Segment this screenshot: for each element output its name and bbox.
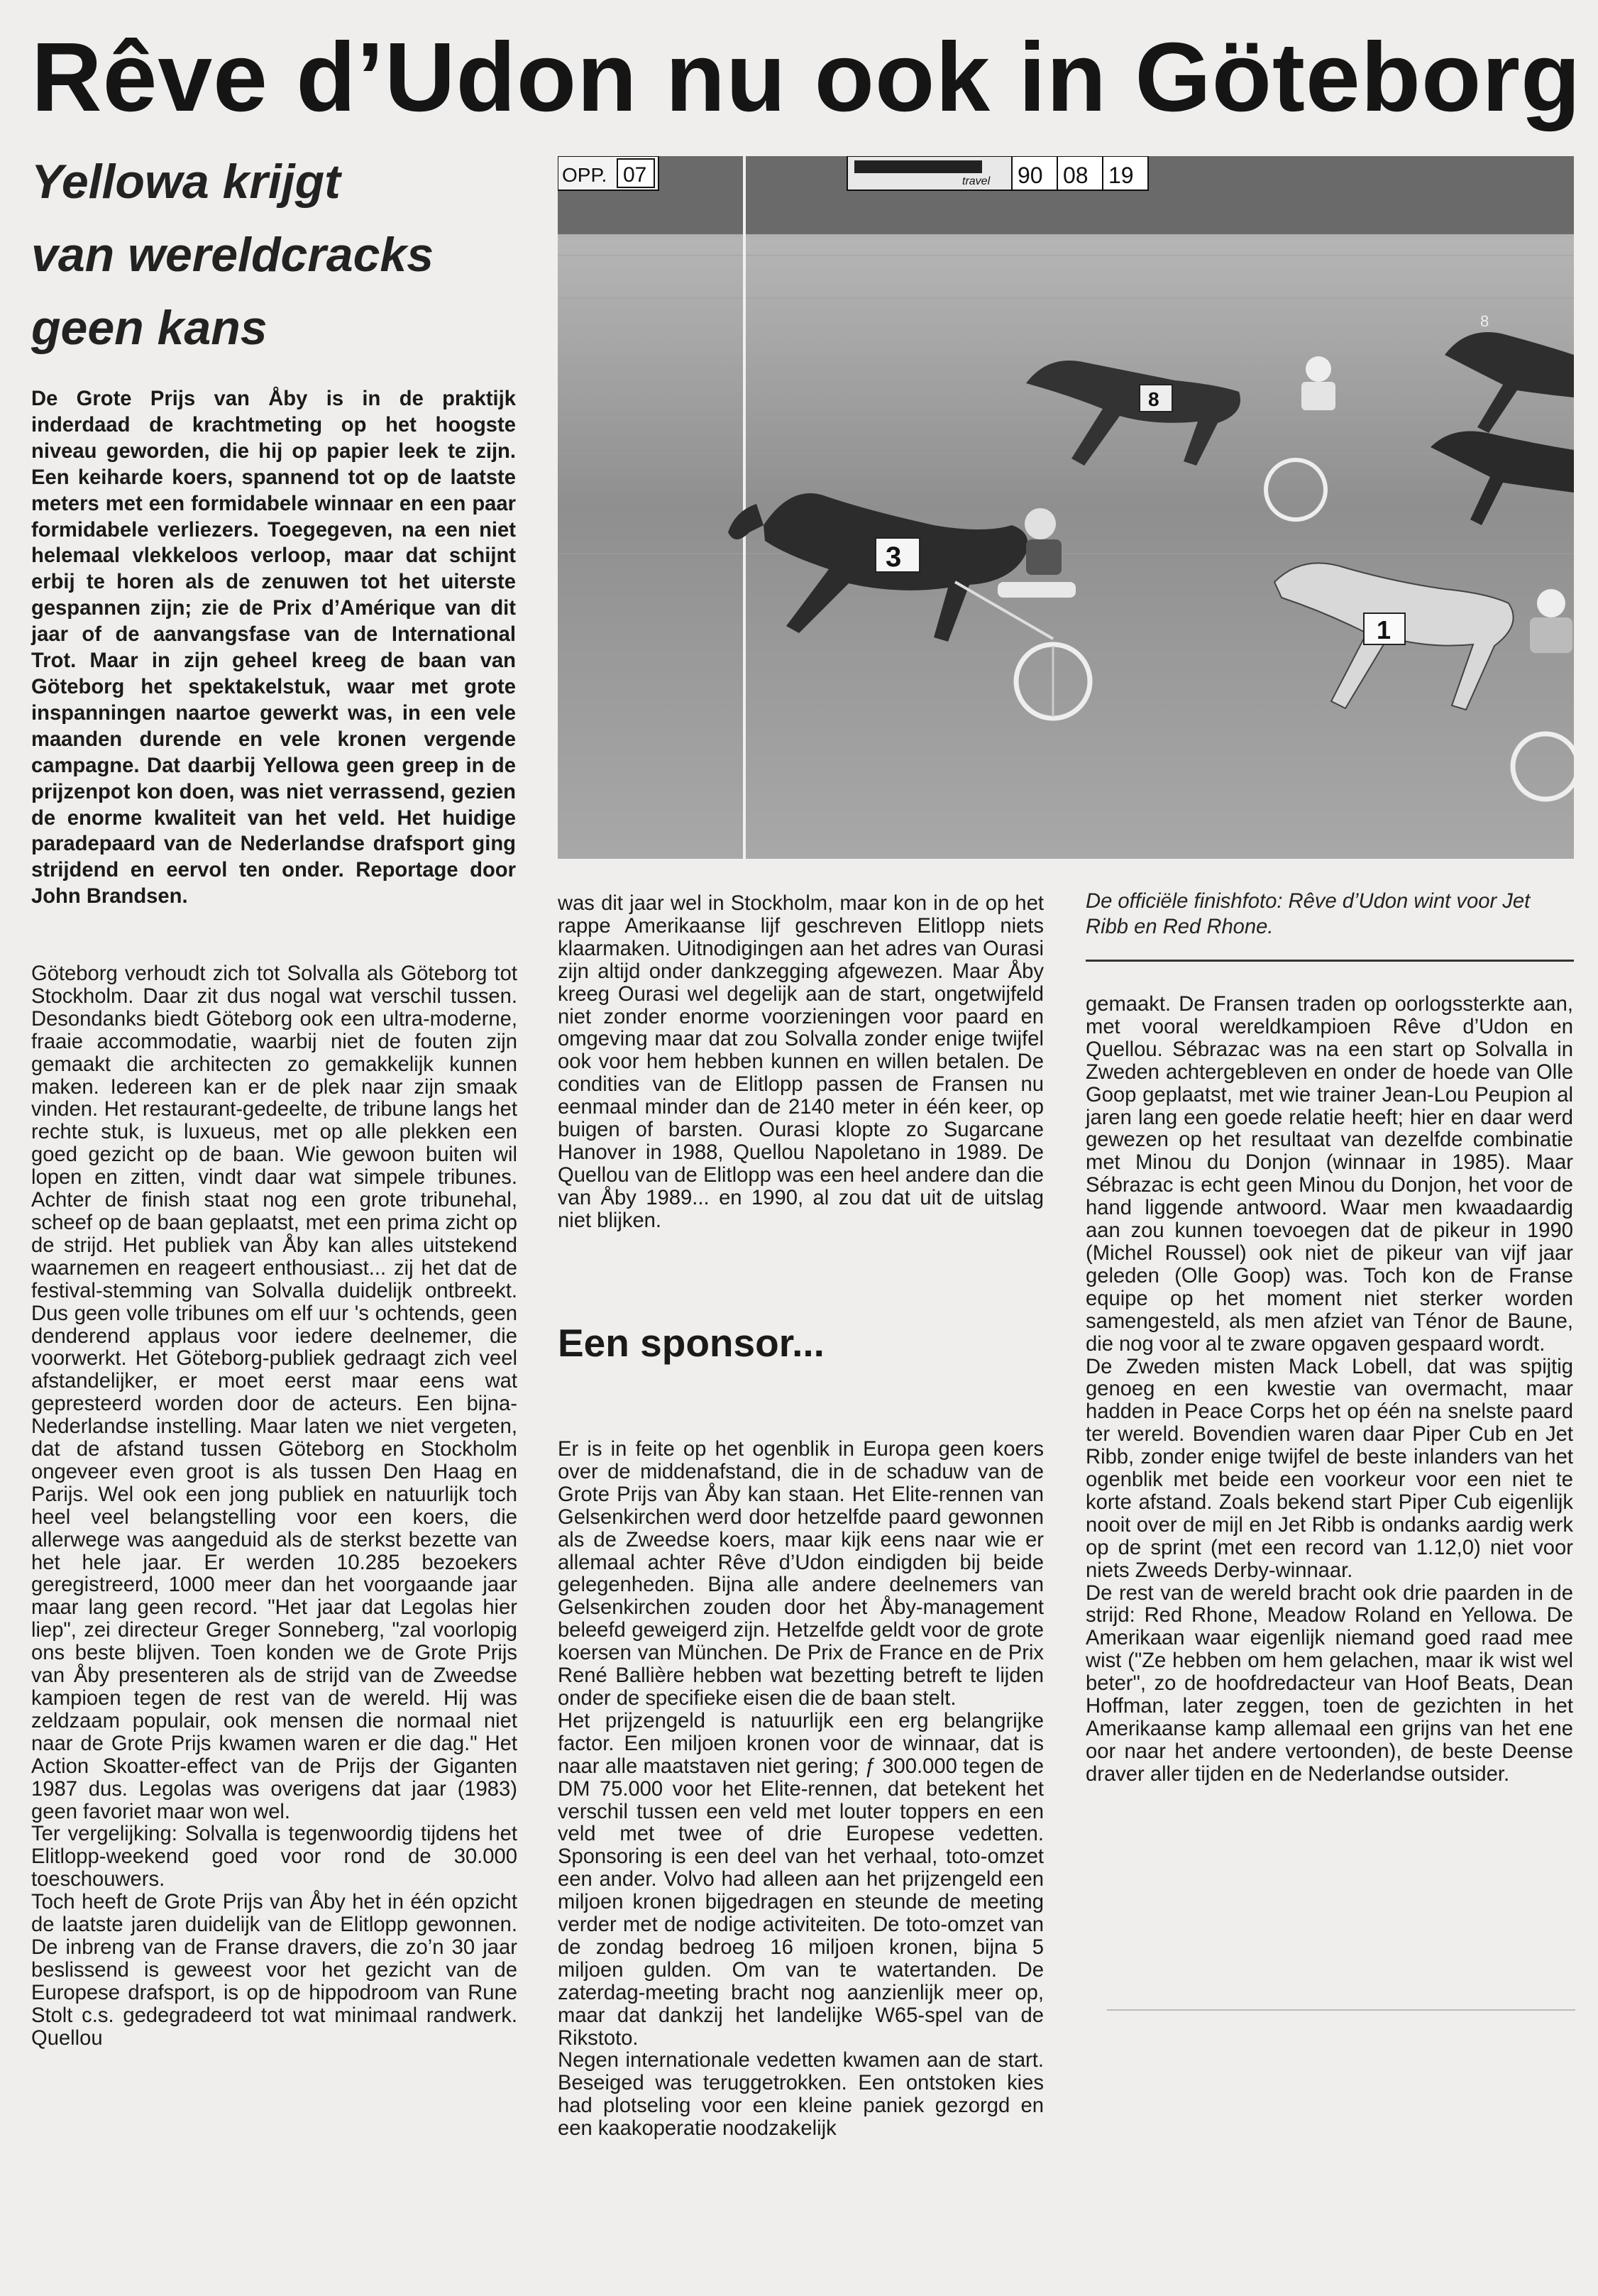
headline: Rêve d’Udon nu ook in Göteborg — [31, 23, 1582, 132]
subheadline — [31, 145, 514, 365]
body-paragraph: Göteborg verhoudt zich tot Solvalla als Göteborg tot Stockholm. Daar zit dus nogal wat verschil tussen. Desondanks biedt Göteborg ook een ultra-moderne, fraaie accommodatie, waarbij niet de fouten zijn gemaakt die architecten zo gemakkelijk kunnen maken. Iedereen kan er de plek naar zijn smaak vinden. Het restaurant-gedeelte, de tribune langs het rechte stuk, is luxueus, met op alle plekken een goed gezicht op de baan. Wie gewoon buiten wil lopen en zitten, vindt daar wat simpele tribunes. Achter de finish staat nog een grote tribunehal, scheef op de baan geplaatst, met een prima zicht op de strijd. Het publiek van Åby kan alles uitstekend waarnemen en reageert enthousiast... zij het dat de festival-stemming van Solvalla duidelijk ontbreekt. Dus geen volle tribunes om elf uur 's ochtends, geen denderend applaus voor iedere deelnemer, die voorwerkt. Het Göteborg-publiek gedraagt zich veel afstandelijker, er moet eerst maar eens wat gepresteerd worden door de acteurs. Een bijna-Nederlandse instelling. Maar laten we niet vergeten, dat de afstand tussen Göteborg en Stockholm ongeveer even groot is als tussen Den Haag en Parijs. Wel ook een jong publiek en natuurlijk toch heel veel belangstelling voor een koers, die allerwege was aangeduid als de sterkst bezette van het hele jaar. Er werden 10.285 bezoekers geregistreerd, 1000 meer dan het voorgaande jaar maar lang geen record. "Het jaar dat Legolas hier liep", zei directeur Greger Sonneberg, "zal voorlopig ons beste blijven. Toen konden we de Grote Prijs van Åby presenteren als de strijd van de Zweedse kampioen tegen de rest van de wereld. Hij was zeldzaam populair, ook mensen die normaal niet naar de Grote Prijs kwamen waren er die dag." Het Action Skoatter-effect van de Prijs der Giganten 1987 dus. Legolas was overigens dat jaar (1983) geen favoriet maar won wel. — [31, 962, 517, 1823]
scoreboard-number: 90 — [1018, 163, 1043, 188]
subheadline-line: geen kans — [31, 301, 268, 355]
saddle-cloth-number: 8 — [1148, 388, 1159, 410]
body-paragraph: gemaakt. De Fransen traden op oorlogssterkte aan, met vooral wereldkampioen Rêve d’Udon en Quellou. Sébrazac was na een start op Solvalla in Zweden achtergebleven en onder de hoede van Olle Goop geplaatst, met wie trainer Jean-Lou Peupion al jaren lang een goede relatie heeft; hier en daar werd gewezen op het resultaat van dezelfde combinatie met Minou du Donjon (winnaar in 1985). Maar Sébrazac is echt geen Minou du Donjon, het voor de hand liggende antwoord. Waar men kwaadaardig aan zou kunnen toevoegen dat de pikeur in 1990 (Michel Roussel) ook niet de pikeur van vijf jaar geleden (Olle Goop) was. Toch kon de Franse equipe op het moment niet sterker worden samengesteld, als men afziet van Ténor de Baune, die nog voor al te zware opgaven gespaard wordt. — [1086, 993, 1573, 1356]
body-paragraph: was dit jaar wel in Stockholm, maar kon in de op het rappe Amerikaanse lijf geschreven Elitlopp niets klaarmaken. Uitnodigingen aan het adres van Ourasi zijn altijd onder dankzegging afgewezen. Maar Åby kreeg Ourasi wel degelijk aan de start, ongetwijfeld niet zonder enorme voorzieningen voor paard en omgeving maar dat zou Solvalla zonder enige twijfel ook voor hem hebben kunnen en willen betalen. De condities van de Elitlopp passen de Fransen nu eenmaal minder dan de 2140 meter in één keer, op buigen of barsten. Ourasi klopte zo Sugarcane Hanover in 1988, Quellou Napoletano in 1989. De Quellou van de Elitlopp was een heel andere dan die van Åby 1989... en 1990, al zou dat uit de uitslag niet blijken. — [558, 892, 1044, 1232]
scoreboard-right — [847, 156, 1148, 190]
caption-rule — [1086, 960, 1574, 962]
body-paragraph: De Zweden misten Mack Lobell, dat was spijtig genoeg en een kwestie van overmacht, maar hadden in Peace Corps het op één na snelste paard ter wereld. Bovendien waren daar Piper Cub en Jet Ribb, zonder enige twijfel de beste inlanders van het ogenblik met beide een voorkeur voor een niet te korte afstand. Zoals bekend start Piper Cub eigenlijk nooit over de mijl en Jet Ribb is ondanks aardig werk op de sprint (met een record van 1.12,0) niet voor niets Zweeds Derby-winnaar. — [1086, 1355, 1573, 1582]
body-paragraph: Het prijzengeld is natuurlijk een erg belangrijke factor. Een miljoen kronen voor de winnaar, dat is naar alle maatstaven niet gering; ƒ 300.000 tegen de DM 75.000 voor het Elite-rennen, dat betekent het verschil tussen een veld met louter toppers en een veld met twee of drie Europese vedetten. Sponsoring is een deel van het verhaal, toto-omzet een ander. Volvo had alleen aan het prijzengeld een miljoen kronen bijgedragen en steunde de meeting verder met de nodige activiteiten. De toto-omzet van de zondag bedroeg 16 miljoen kronen, bijna 5 miljoen gulden. Om van te watertanden. De zaterdag-meeting bracht nog aanzienlijk meer op, maar dat dankzij het landelijke W65-spel van de Rikstoto. — [558, 1709, 1044, 2050]
body-paragraph: Toch heeft de Grote Prijs van Åby het in één opzicht de laatste jaren duidelijk van de Elitlopp gewonnen. De inbreng van de Franse dravers, die zo’n 30 jaar beslissend is geweest voor het gezicht van de Europese drafsport, is op de hippodroom van Rune Stolt c.s. gedegradeerd tot wat minimaal randwerk. Quellou — [31, 1891, 517, 2050]
saddle-cloth-number: 8 — [1480, 312, 1489, 330]
column-3 — [1086, 994, 1573, 1786]
subheadline-line: Yellowa krijgt — [31, 155, 341, 209]
body-paragraph: De rest van de wereld bracht ook drie paarden in de strijd: Red Rhone, Meadow Roland en Yellowa. De Amerikaan waar eigenlijk niemand goed raad mee wist ("Ze hebben om hem gelachen, maar ik wist wel beter", zo de hoofdredacteur van Hoof Beats, Dean Hoffman, later zeggen, toen de gezichten in het Amerikaanse kamp allemaal een grijns van het ene oor naar het andere vertoonden), de beste Deense draver aller tijden en de Nederlandse outsider. — [1086, 1581, 1573, 1786]
column-2-bottom — [558, 1439, 1044, 2141]
saddle-cloth-number: 1 — [1377, 615, 1392, 644]
body-paragraph: Er is in feite op het ogenblik in Europa geen koers over de middenafstand, die in de schaduw van de Grote Prijs van Åby kan staan. Het Elite-rennen van Gelsenkirchen werd door hetzelfde paard gewonnen als de Zweedse koers, maar kijk eens naar wie er allemaal achter Rêve d’Udon eindigden bij beide gelegenheden. Bijna alle andere deelnemers van Gelsenkirchen zouden door het Åby-management beleefd geweigerd zijn. Hetzelfde geldt voor de grote koersen van München. De Prix de France en de Prix René Ballière hebben wat bezetting betreft te lijden onder de specifieke eisen die de baan stelt. — [558, 1438, 1044, 1710]
column-end-rule — [1107, 2009, 1575, 2011]
saddle-cloth-number: 3 — [886, 542, 902, 573]
scoreboard-number: 08 — [1063, 163, 1089, 188]
scoreboard-number: 19 — [1108, 163, 1134, 188]
body-paragraph: Negen internationale vedetten kwamen aan de start. Beseiged was teruggetrokken. Een ontstoken kies had plotseling voor een kleine paniek gezorgd en een kaakoperatie noodzakelijk — [558, 2049, 1044, 2141]
column-1 — [31, 963, 517, 2050]
photo-caption: De officiële finishfoto: Rêve d’Udon wint voor Jet Ribb en Red Rhone. — [1086, 890, 1531, 938]
column-2-top — [558, 893, 1044, 1233]
scoreboard-number: 07 — [623, 163, 647, 187]
finish-photo — [558, 156, 1574, 859]
section-heading: Een sponsor... — [558, 1321, 825, 1365]
body-paragraph: Ter vergelijking: Solvalla is tegenwoordig tijdens het Elitlopp-weekend goed voor rond de 30.000 toeschouwers. — [31, 1823, 517, 1891]
scoreboard-label: OPP. — [562, 164, 607, 186]
scoreboard-left — [558, 156, 659, 190]
subheadline-line: van wereldcracks — [31, 228, 434, 282]
lead-paragraph: De Grote Prijs van Åby is in de praktijk inderdaad de krachtmeting op het hoogste niveau geworden, die hij op papier leek te zijn. Een keiharde koers, spannend tot op de laatste meters met een formidabele winnaar en een paar formidabele verliezers. Toegegeven, na een niet helemaal vlekkeloos verloop, maar dat schijnt erbij te horen als de zenuwen tot het uiterste gespannen zijn; zie de Prix d’Amérique van dit jaar of de aanvangsfase van de International Trot. Maar in zijn geheel kreeg de baan van Göteborg het spektakelstuk, waar met grote inspanningen naartoe gewerkt was, in een vele maanden durende en vele kronen vergende campagne. Dat daarbij Yellowa geen greep in de prijzenpot kon doen, was niet verrassend, gezien de enorme kwaliteit van het veld. Het huidige paradepaard van de Nederlandse drafsport ging strijdend en eervol ten onder. Reportage door John Brandsen. — [31, 388, 516, 908]
sponsor-logo-text: travel — [962, 175, 991, 187]
